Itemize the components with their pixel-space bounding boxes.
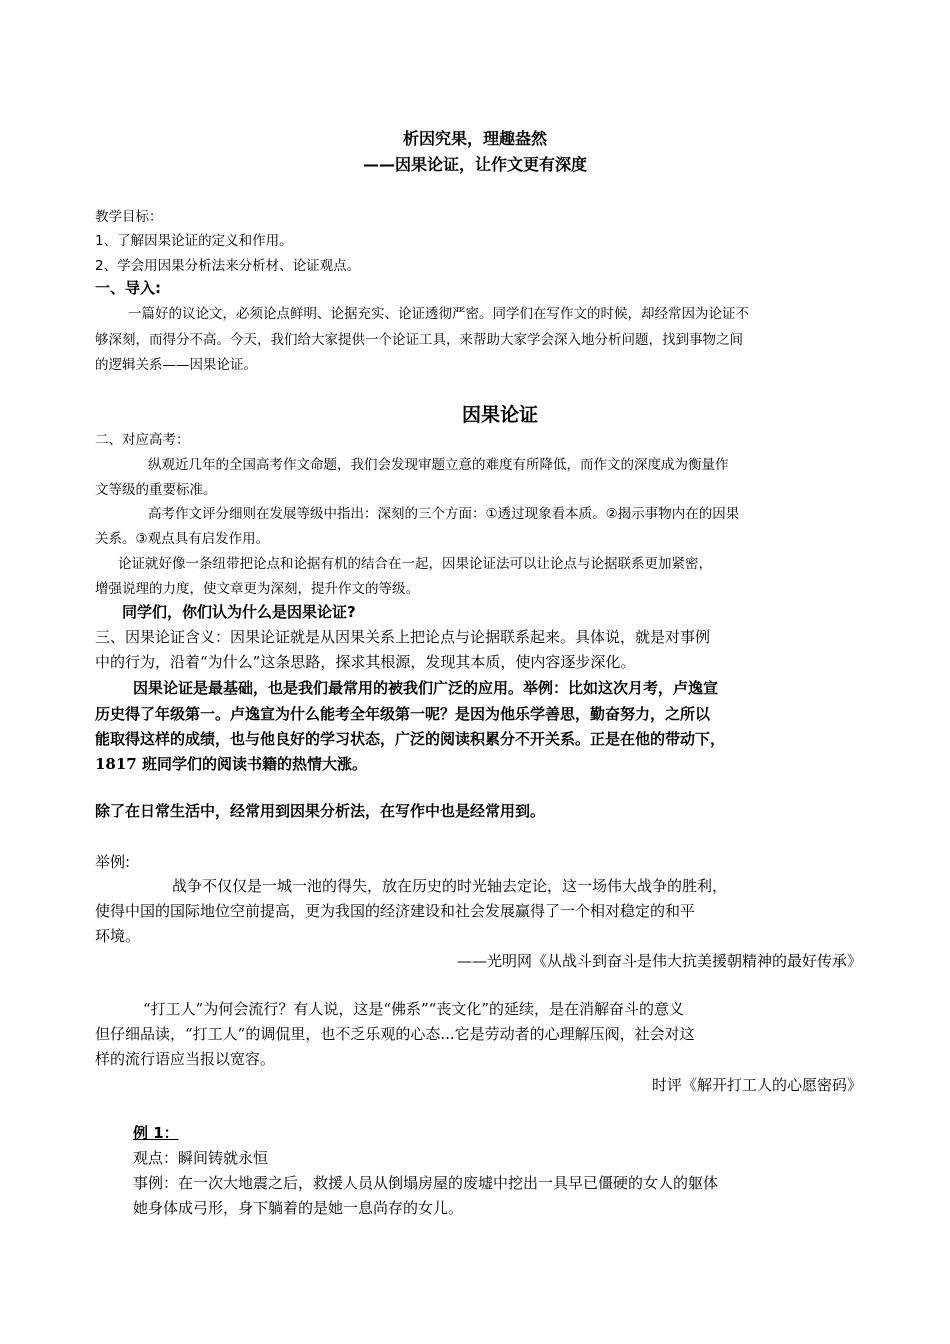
bold-example-line: 能取得这样的成绩，也与他良好的学习状态，广泛的阅读积累分不开关系。正是在他的带动下， [95,730,726,748]
document-subtitle: ——因果论证，让作文更有深度 [362,155,587,174]
bold-example-line: 因果论证是最基础，也是我们最常用的被我们广泛的应用。举例：比如这次月考，卢逸宣 [133,679,719,697]
quote-line: 环境。 [95,927,141,945]
quote-line: 样的流行语应当报以宽容。 [95,1050,276,1068]
gaokao-line: 关系。③观点具有启发作用。 [95,531,270,547]
gaokao-line: 论证就好像一条纽带把论点和论据有机的结合在一起，因果论证法可以让论点与论据联系更加紧密， [118,556,712,572]
section-heading-gaokao: 二、对应高考： [95,432,190,448]
intro-line: 的逻辑关系——因果论证。 [95,357,257,373]
example1-case-line: 事例：在一次大地震之后，救援人员从倒塌房屋的废墟中挖出一具早已僵硬的女人的躯体 [133,1174,719,1192]
definition-line: 中的行为，沿着“为什么”这条思路，探求其根源，发现其本质，使内容逐步深化。 [95,653,636,671]
quote-line: 但仔细品读，“打工人”的调侃里，也不乏乐观的心态...它是劳动者的心理解压阀，社会对这 [95,1025,695,1043]
quote-source: 时评《解开打工人的心愿密码》 [651,1076,862,1094]
definition-line: 三、因果论证含义：因果论证就是从因果关系上把论点与论据联系起来。具体说，就是对事例 [95,628,711,646]
gaokao-line: 文等级的重要标准。 [95,482,217,498]
quote-line: “打工人”为何会流行？有人说，这是“佛系”“丧文化”的延续，是在消解奋斗的意义 [143,1000,685,1018]
quote-source: ——光明网《从战斗到奋斗是伟大抗美援朝精神的最好传承》 [456,952,862,970]
example1-viewpoint: 观点：瞬间铸就永恒 [133,1149,269,1167]
question-line: 同学们，你们认为什么是因果论证? [122,603,356,621]
goals-label: 教学目标： [95,209,163,225]
section-heading-intro: 一、导入: [95,279,161,297]
goal-item: 1、了解因果论证的定义和作用。 [95,233,293,249]
gaokao-line: 增强说理的力度，使文章更为深刻，提升作文的等级。 [95,581,419,597]
document-title: 析因究果，理趣盎然 [402,129,547,148]
goal-item: 2、学会用因果分析法来分析材、论证观点。 [95,258,361,274]
center-heading: 因果论证 [461,404,538,426]
intro-line: 一篇好的议论文，必须论点鲜明、论据充实、论证透彻严密。同学们在写作文的时候，却经常因为论证不 [128,306,749,322]
quote-line: 战争不仅仅是一城一池的得失，放在历史的时光轴去定论，这一场伟大战争的胜利， [172,877,728,895]
intro-line: 够深刻，而得分不高。今天，我们给大家提供一个论证工具，来帮助大家学会深入地分析问题，找到事物之间 [95,332,743,348]
examples-label: 举例: [95,853,131,871]
bold-example-line: 历史得了年级第一。卢逸宣为什么能考全年级第一呢？是因为他乐学善思，勤奋努力，之所以 [95,705,711,723]
example1-label: 例 1： [133,1124,179,1142]
gaokao-line: 高考作文评分细则在发展等级中指出：深刻的三个方面：①透过现象看本质。②揭示事物内在的因果 [148,506,740,522]
quote-line: 使得中国的国际地位空前提高，更为我国的经济建设和社会发展赢得了一个相对稳定的和平 [95,902,696,920]
bold-example-line: 1817 班同学们的阅读书籍的热情大涨。 [95,755,367,773]
gaokao-line: 纵观近几年的全国高考作文命题，我们会发现审题立意的难度有所降低，而作文的深度成为衡量作 [148,457,729,473]
example1-case-line: 她身体成弓形，身下躺着的是她一息尚存的女儿。 [133,1199,464,1217]
bold-note: 除了在日常生活中，经常用到因果分析法，在写作中也是经常用到。 [95,802,546,820]
